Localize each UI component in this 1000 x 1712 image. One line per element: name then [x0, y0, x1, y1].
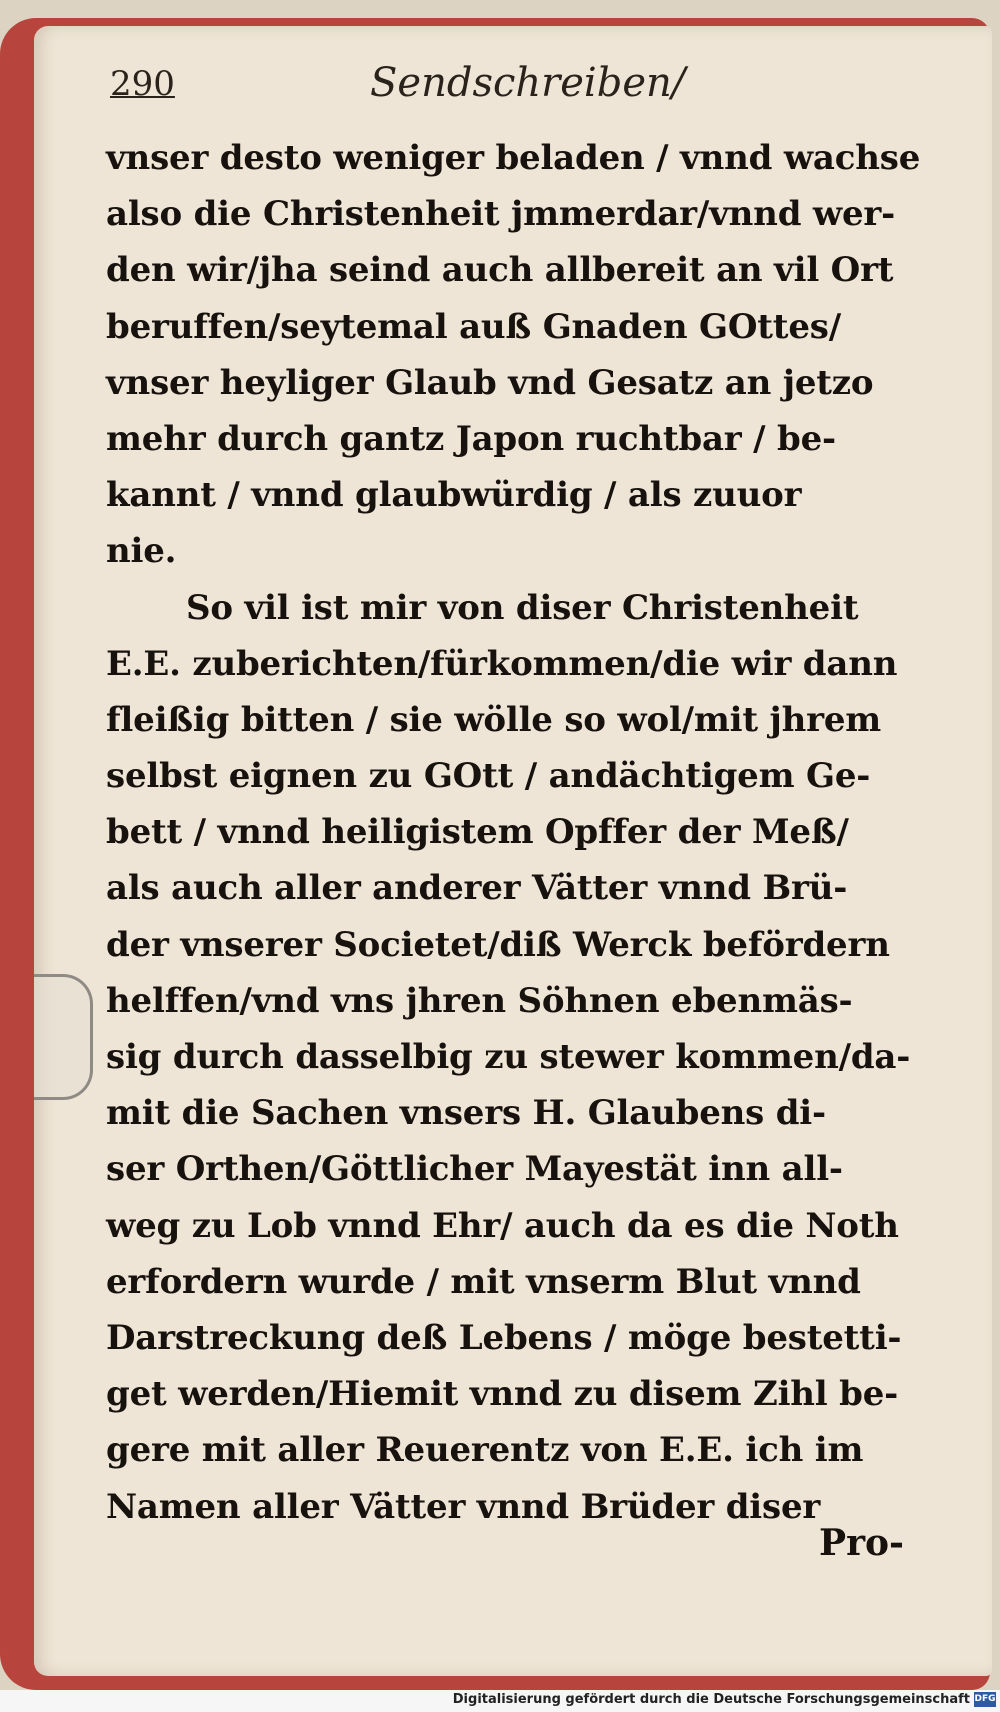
- text-line: kannt / vnnd glaubwürdig / als zuuor: [106, 475, 802, 516]
- text-line: get werden/Hiemit vnnd zu disem Zihl be-: [106, 1374, 899, 1415]
- text-line: erfordern wurde / mit vnserm Blut vnnd: [106, 1261, 861, 1302]
- paragraph-start-line: So vil ist mir von diser Christenheit: [186, 587, 859, 628]
- text-line: Namen aller Vätter vnnd Brüder diser: [106, 1486, 821, 1527]
- text-line: fleißig bitten / sie wölle so wol/mit jhrem: [106, 699, 882, 740]
- text-line: nie.: [106, 531, 177, 572]
- running-head: Sendschreiben/: [370, 60, 686, 106]
- text-line: bett / vnnd heiligistem Opffer der Meß/: [106, 812, 849, 853]
- text-line: weg zu Lob vnnd Ehr/ auch da es die Noth: [106, 1205, 899, 1246]
- text-line: vnser desto weniger beladen / vnnd wachse: [106, 138, 921, 178]
- body-text: [106, 130, 921, 1535]
- text-line: ser Orthen/Göttlicher Mayestät inn all-: [106, 1149, 843, 1190]
- text-line: beruffen/seytemal auß Gnaden GOttes/: [106, 306, 841, 347]
- funding-credit: Digitalisierung gefördert durch die Deutsche Forschungsgemeinschaft: [452, 1692, 970, 1707]
- text-line: gere mit aller Reuerentz von E.E. ich im: [106, 1430, 864, 1471]
- catchword: Pro-: [819, 1522, 904, 1564]
- text-line: den wir/jha seind auch allbereit an vil Ort: [106, 250, 894, 291]
- dfg-logo: DFG: [974, 1692, 996, 1707]
- text-line: also die Christenheit jmmerdar/vnnd wer-: [106, 194, 896, 235]
- text-line: selbst eignen zu GOtt / andächtigem Ge-: [106, 756, 871, 797]
- page-header: [110, 60, 900, 120]
- text-line: vnser heyliger Glaub vnd Gesatz an jetzo: [106, 362, 874, 403]
- text-line: E.E. zuberichten/fürkommen/die wir dann: [106, 643, 898, 684]
- text-line: mehr durch gantz Japon ruchtbar / be-: [106, 418, 836, 459]
- text-line: mit die Sachen vnsers H. Glaubens di-: [106, 1093, 826, 1134]
- page-clip: [34, 974, 93, 1100]
- page-number: 290: [110, 64, 175, 104]
- text-line: Darstreckung deß Lebens / möge bestetti-: [106, 1317, 902, 1358]
- text-line: sig durch dasselbig zu stewer kommen/da-: [106, 1037, 911, 1077]
- text-line: der vnserer Societet/diß Werck befördern: [106, 924, 890, 965]
- text-line: als auch aller anderer Vätter vnnd Brü-: [106, 868, 848, 909]
- digitization-footer: [0, 1690, 1000, 1712]
- text-line: helffen/vnd vns jhren Söhnen ebenmäs-: [106, 980, 853, 1021]
